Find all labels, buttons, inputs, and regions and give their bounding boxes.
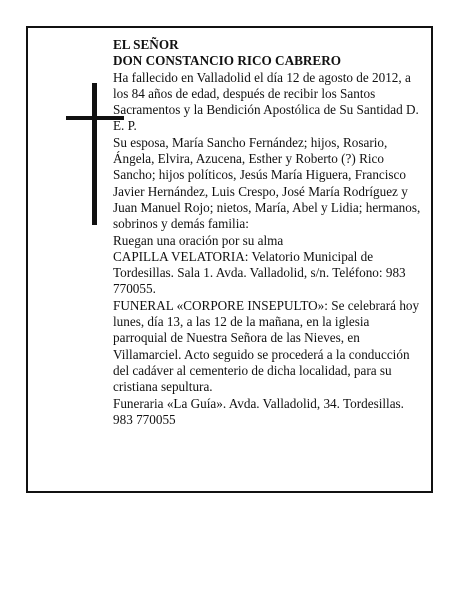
funeral-info: FUNERAL «CORPORE INSEPULTO»: Se celebrará hoy lunes, día 13, a las 12 de la mañana, en la iglesia parroquial de Nuestra Señora de las Nieves, en Villamarciel. Acto seguido se procederá a la conducción del cadáver al cementerio de dicha localidad, para su cristiana sepultura. xyxy=(113,297,420,395)
obituary-text xyxy=(113,37,423,428)
chapel-info: CAPILLA VELATORIA: Velatorio Municipal de Tordesillas. Sala 1. Avda. Valladolid, s/n. Teléfono: 983 770055. xyxy=(113,248,406,297)
family-paragraph: Su esposa, María Sancho Fernández; hijos, Rosario, Ángela, Elvira, Azucena, Esther y Roberto (?) Rico Sancho; hijos políticos, Jesús María Higuera, Francisco Javier Hernández, Luis Crespo, José María Rodríguez y Juan Manuel Rojo; nietos, María, Abel y Lidia; hermanos, sobrinos y demás familia: xyxy=(113,134,421,232)
death-announcement: Ha fallecido en Valladolid el día 12 de agosto de 2012, a los 84 años de edad, después de recibir los Santos Sacramentos y la Bendición Apostólica de Su Santidad D. E. P. xyxy=(113,69,419,134)
heading-line-1: EL SEÑOR xyxy=(113,37,179,52)
deceased-name: DON CONSTANCIO RICO CABRERO xyxy=(113,53,341,69)
cross-vertical-bar xyxy=(92,83,97,225)
funeral-home-info: Funeraria «La Guía». Avda. Valladolid, 34. Tordesillas. 983 770055 xyxy=(113,395,404,427)
prayer-request: Ruegan una oración por su alma xyxy=(113,232,284,248)
